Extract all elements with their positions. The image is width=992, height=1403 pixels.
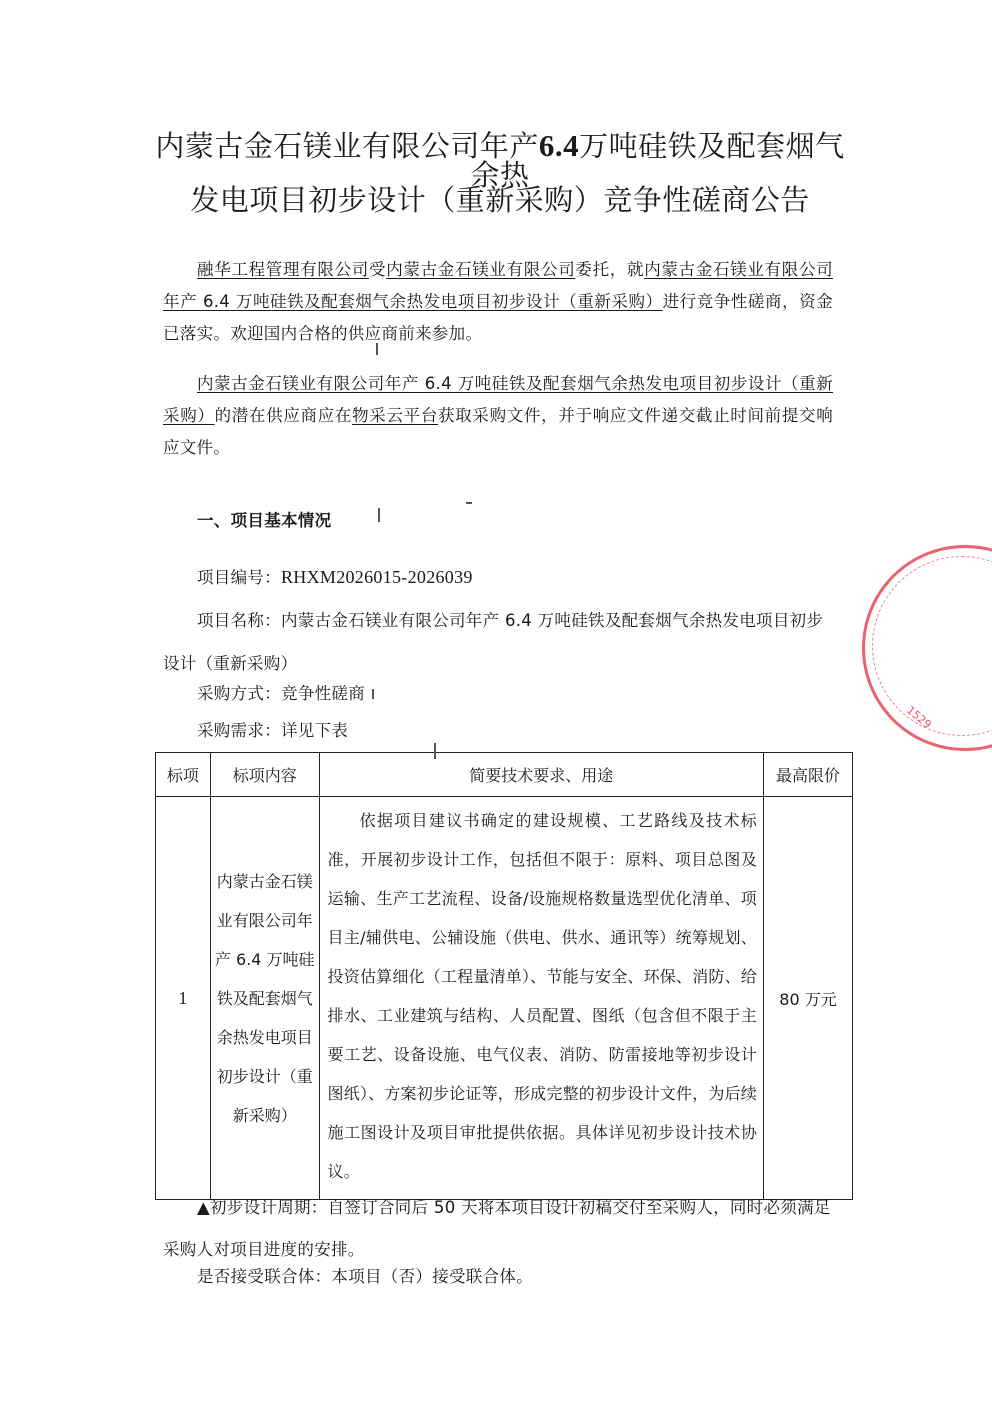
project-name-link: 内蒙古金石镁业有限公司年产 6.4 万吨硅铁及配套烟气余热发电项目初步设计（重新采购） (163, 260, 833, 311)
table-row (156, 797, 853, 1200)
title-number: 6.4 (538, 128, 580, 163)
project-name-line (163, 599, 835, 685)
project-name-value: 内蒙古金石镁业有限公司年产 6.4 万吨硅铁及配套烟气余热发电项目初步设计（重新采购） (163, 611, 824, 673)
header-requirements: 简要技术要求、用途 (319, 753, 763, 797)
client-name: 内蒙古金石镁业有限公司 (386, 260, 576, 279)
project-number-line (197, 566, 473, 589)
seal-number: 1529 (904, 703, 934, 732)
cell-max-price: 80 万元 (764, 797, 853, 1200)
procurement-requirement-value: 详见下表 (281, 721, 349, 740)
supplier-text-b: 获取采购文件，并于响应文件递交截止时间前提交响应文件。 (163, 406, 834, 457)
procurement-method-label: 采购方式： (197, 684, 281, 703)
document-title-line-2: 发电项目初步设计（重新采购）竞争性磋商公告 (190, 183, 810, 217)
cell-content: 内蒙古金石镁业有限公司年产 6.4 万吨硅铁及配套烟气余热发电项目初步设计（重新采购） (210, 797, 319, 1200)
scan-speck (434, 743, 436, 759)
scan-speck (376, 343, 378, 355)
scan-speck (466, 502, 472, 504)
project-name-label: 项目名称： (197, 611, 281, 630)
design-period-note: ▲初步设计周期：自签订合同后 50 天将本项目设计初稿交付至采购人，同时必须满足采购人对项目进度的安排。 (163, 1198, 831, 1259)
intro-paragraph (163, 254, 833, 350)
intro-text-b: 委托，就 (575, 260, 645, 279)
procurement-requirement-label: 采购需求： (197, 721, 281, 740)
procurement-method-line (197, 683, 365, 705)
header-lot: 标项 (156, 753, 211, 797)
bid-table (155, 752, 853, 1200)
title-text-b: 万吨硅铁及配套烟气余热 (470, 129, 845, 192)
supplier-text-a: 的潜在供应商应在 (214, 406, 353, 425)
table-header-row (156, 753, 853, 797)
section-heading: 一、项目基本情况 (197, 511, 332, 530)
header-max-price: 最高限价 (764, 753, 853, 797)
platform-name: 物采云平台 (352, 406, 439, 425)
title-text-a: 内蒙古金石镁业有限公司年产 (155, 129, 539, 163)
procurement-requirement-line (197, 720, 348, 742)
intro-text-a: 受 (369, 260, 387, 279)
header-content: 标项内容 (210, 753, 319, 797)
intro-text-c: 进行竞争性磋商，资金已落实。欢迎国内合格的供应商前来参加。 (163, 292, 833, 343)
cell-lot: 1 (156, 797, 211, 1200)
agent-name: 融华工程管理有限公司 (197, 260, 369, 279)
procurement-method-value: 竞争性磋商 (281, 684, 365, 703)
supplier-paragraph (163, 368, 833, 464)
consortium-note: 是否接受联合体：本项目（否）接受联合体。 (197, 1267, 533, 1286)
document-title-line-1 (150, 128, 850, 192)
cell-requirements: 依据项目建议书确定的建设规模、工艺路线及技术标准，开展初步设计工作，包括但不限于：原料、项目总图及运输、生产工艺流程、设备/设施规格数量选型优化清单、项目主/辅供电、公辅设施（供电、供水、通讯等）统筹规划、投资估算细化（工程量清单）、节能与安全、环保、消防、给排水、工业建筑与结构、人员配置、图纸（包含但不限于主要工艺、设备设施、电气仪表、消防、防雷接地等初步设计图纸）、方案初步论证等，形成完整的初步设计文件，为后续施工图设计及项目审批提供依据。具体详见初步设计技术协议。 (319, 797, 763, 1200)
scan-speck (372, 689, 374, 699)
project-number-value: RHXM2026015-2026039 (281, 567, 473, 587)
project-number-label: 项目编号： (197, 568, 281, 587)
scan-speck (378, 508, 380, 522)
project-name-link: 内蒙古金石镁业有限公司年产 6.4 万吨硅铁及配套烟气余热发电项目初步设计（重新采购） (163, 374, 833, 425)
